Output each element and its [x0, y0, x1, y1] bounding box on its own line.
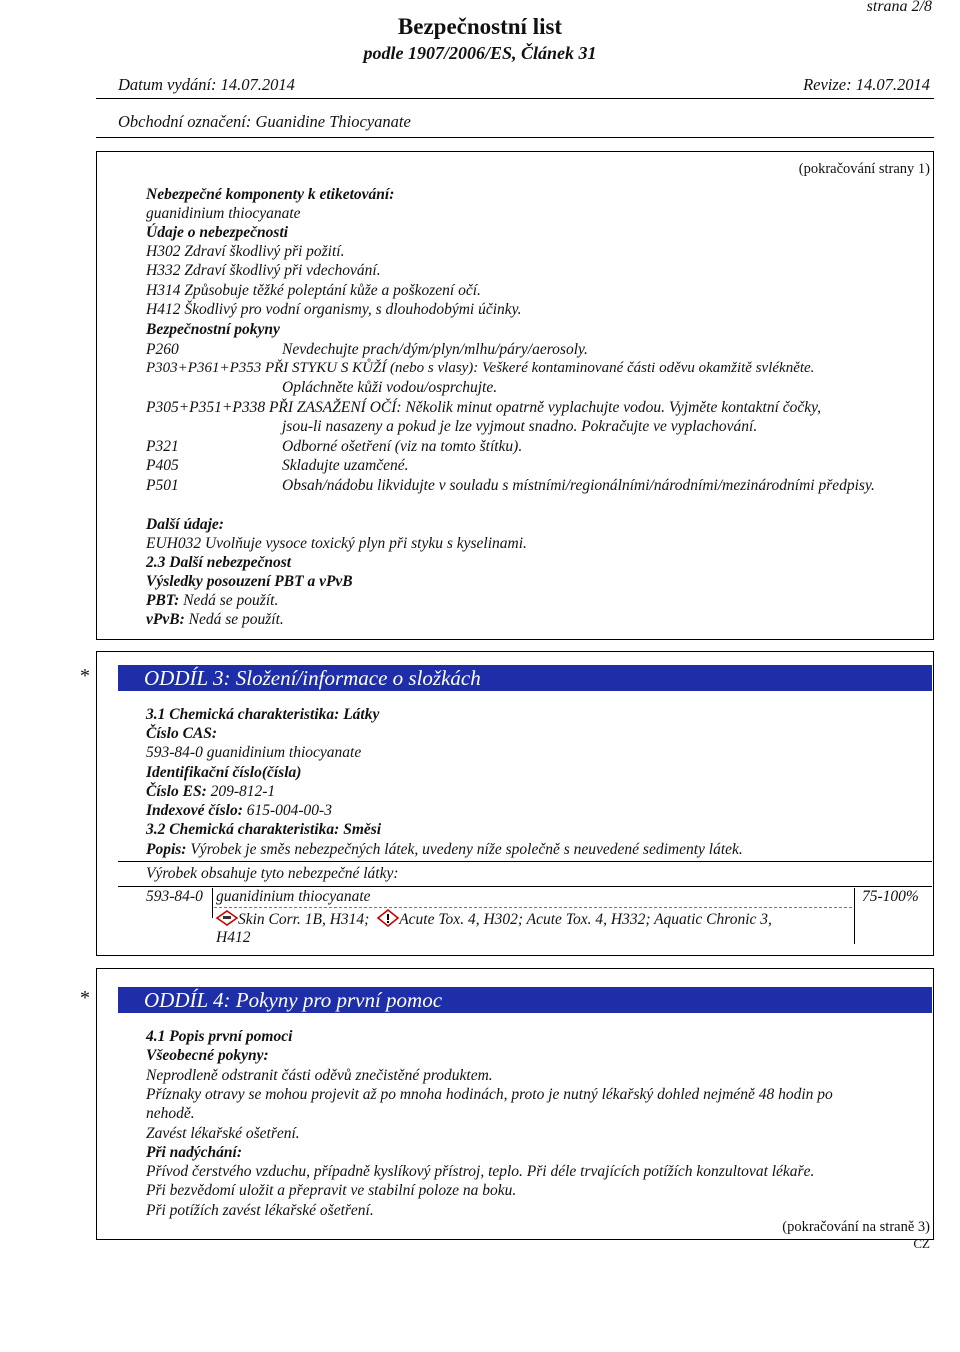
sub-3-2-heading: 3.2 Chemická charakteristika: Směsi	[146, 821, 382, 838]
vpvb-key: vPvB:	[146, 611, 185, 628]
header-divider	[96, 98, 934, 99]
euh-statement: EUH032 Uvolňuje vysoce toxický plyn při styku s kyselinami.	[146, 535, 527, 552]
revision-date: Revize: 14.07.2014	[803, 75, 930, 94]
index-value: 615-004-00-3	[242, 802, 332, 819]
row-cas: 593-84-0	[146, 888, 203, 905]
pbt-line	[146, 591, 278, 610]
classification-3: H412	[216, 929, 251, 946]
section-4-heading: ODDÍL 4: Pokyny pro první pomoc	[118, 987, 932, 1013]
continued-to-note: (pokračování na straně 3)	[782, 1219, 930, 1235]
precaution-label: Bezpečnostní pokyny	[146, 321, 280, 338]
change-marker: *	[80, 987, 90, 1009]
p-text: Obsah/nádobu likvidujte v souladu s místními/regionálními/národními/mezinárodními předpisy.	[282, 477, 875, 494]
continued-from-note: (pokračování strany 1)	[798, 161, 930, 177]
general-line: Zavést lékařské ošetření.	[146, 1125, 300, 1142]
pbt-value: Nedá se použít.	[179, 592, 279, 609]
p-statement: P303+P361+P353 PŘI STYKU S KŮŽÍ (nebo s vlasy): Veškeré kontaminované části oděvu okamžitě svlékněte.	[146, 360, 815, 376]
page-number: strana 2/8	[866, 0, 932, 15]
description-key: Popis:	[146, 841, 187, 858]
hazard-info-label: Údaje o nebezpečnosti	[146, 224, 289, 241]
inhalation-line: Při potížích zavést lékařské ošetření.	[146, 1202, 374, 1219]
row-substance	[216, 888, 844, 947]
cas-label: Číslo CAS:	[146, 725, 218, 742]
classification-1: Skin Corr. 1B, H314;	[238, 911, 370, 928]
index-key: Indexové číslo:	[146, 802, 243, 819]
exclamation-pictogram-icon	[377, 909, 399, 927]
vpvb-value: Nedá se použít.	[184, 611, 284, 628]
table-divider	[854, 888, 855, 944]
pbt-heading: Výsledky posouzení PBT a vPvB	[146, 573, 353, 590]
sub-3-1-heading: 3.1 Chemická charakteristika: Látky	[146, 706, 380, 723]
h-statement: H332 Zdraví škodlivý při vdechování.	[146, 262, 381, 279]
p-statement: P305+P351+P338 PŘI ZASAŽENÍ OČÍ: Několik minut opatrně vyplachujte vodou. Vyjměte kontaktní čočky,	[146, 399, 822, 416]
es-value: 209-812-1	[206, 783, 276, 800]
trade-name: Obchodní označení: Guanidine Thiocyanate	[118, 112, 411, 131]
p-code: P501	[146, 477, 179, 494]
issue-date: Datum vydání: 14.07.2014	[118, 75, 295, 94]
header-divider-2	[96, 137, 934, 138]
inhalation-line: Přívod čerstvého vzduchu, případně kyslíkový přístroj, teplo. Při déle trvajících potížích konzultovat lékaře.	[146, 1163, 815, 1180]
row-substance-name: guanidinium thiocyanate	[216, 888, 371, 905]
general-line: Příznaky otravy se mohou projevit až po mnoha hodinách, proto je nutný lékařský dohled nejméně 48 hodin po	[146, 1086, 833, 1103]
h-statement: H302 Zdraví škodlivý při požití.	[146, 243, 345, 260]
description-value: Výrobek je směs nebezpečných látek, uvedeny níže společně s neuvedené sedimenty látek.	[186, 841, 743, 858]
es-line	[146, 782, 275, 801]
inhalation-line: Při bezvědomí uložit a přepravit ve stabilní poloze na boku.	[146, 1182, 517, 1199]
h-statement: H314 Způsobuje těžké poleptání kůže a poškození očí.	[146, 282, 481, 299]
p-statement-cont: Opláchněte kůži vodou/osprchujte.	[282, 379, 498, 396]
substances-table-title: Výrobek obsahuje tyto nebezpečné látky:	[146, 865, 399, 882]
general-label: Všeobecné pokyny:	[146, 1047, 269, 1064]
sub-4-1-heading: 4.1 Popis první pomoci	[146, 1028, 293, 1045]
document-title: Bezpečnostní list	[397, 14, 563, 39]
p-code: P260	[146, 341, 179, 358]
general-line: Neprodleně odstranit části oděvů znečistěné produktem.	[146, 1067, 493, 1084]
row-concentration: 75-100%	[862, 888, 919, 905]
row-classification	[216, 909, 844, 929]
substances-table-header	[118, 861, 932, 887]
cas-value: 593-84-0 guanidinium thiocyanate	[146, 744, 362, 761]
section-3-heading: ODDÍL 3: Složení/informace o složkách	[118, 665, 932, 691]
p-text: Skladujte uzamčené.	[282, 457, 409, 474]
general-line: nehodě.	[146, 1105, 195, 1122]
other-hazards-heading: 2.3 Další nebezpečnost	[146, 554, 292, 571]
es-key: Číslo ES:	[146, 783, 207, 800]
p-text: Odborné ošetření (viz na tomto štítku).	[282, 438, 523, 455]
id-numbers-label: Identifikační číslo(čísla)	[146, 764, 302, 781]
table-divider	[212, 888, 213, 918]
p-text: Nevdechujte prach/dým/plyn/mlhu/páry/aerosoly.	[282, 341, 588, 358]
index-line	[146, 801, 332, 820]
pbt-key: PBT:	[146, 592, 180, 609]
h-statement: H412 Škodlivý pro vodní organismy, s dlouhodobými účinky.	[146, 301, 522, 318]
inhalation-label: Při nadýchání:	[146, 1144, 243, 1161]
description-line	[146, 840, 743, 859]
p-statement-cont: jsou-li nasazeny a pokud je lze vyjmout snadno. Pokračujte ve vyplachování.	[282, 418, 758, 435]
corrosion-pictogram-icon	[216, 910, 238, 926]
other-info-label: Další údaje:	[146, 516, 224, 533]
p-code: P405	[146, 457, 179, 474]
vpvb-line	[146, 610, 284, 629]
table-row	[118, 888, 932, 950]
document-subtitle: podle 1907/2006/ES, Článek 31	[363, 43, 597, 63]
change-marker: *	[80, 665, 90, 687]
language-code: CZ	[913, 1236, 930, 1251]
hazard-components-value: guanidinium thiocyanate	[146, 205, 301, 222]
classification-2: Acute Tox. 4, H302; Acute Tox. 4, H332; Aquatic Chronic 3,	[399, 911, 772, 928]
row-separator	[214, 907, 852, 908]
hazard-components-label: Nebezpečné komponenty k etiketování:	[146, 186, 395, 203]
p-code: P321	[146, 438, 179, 455]
